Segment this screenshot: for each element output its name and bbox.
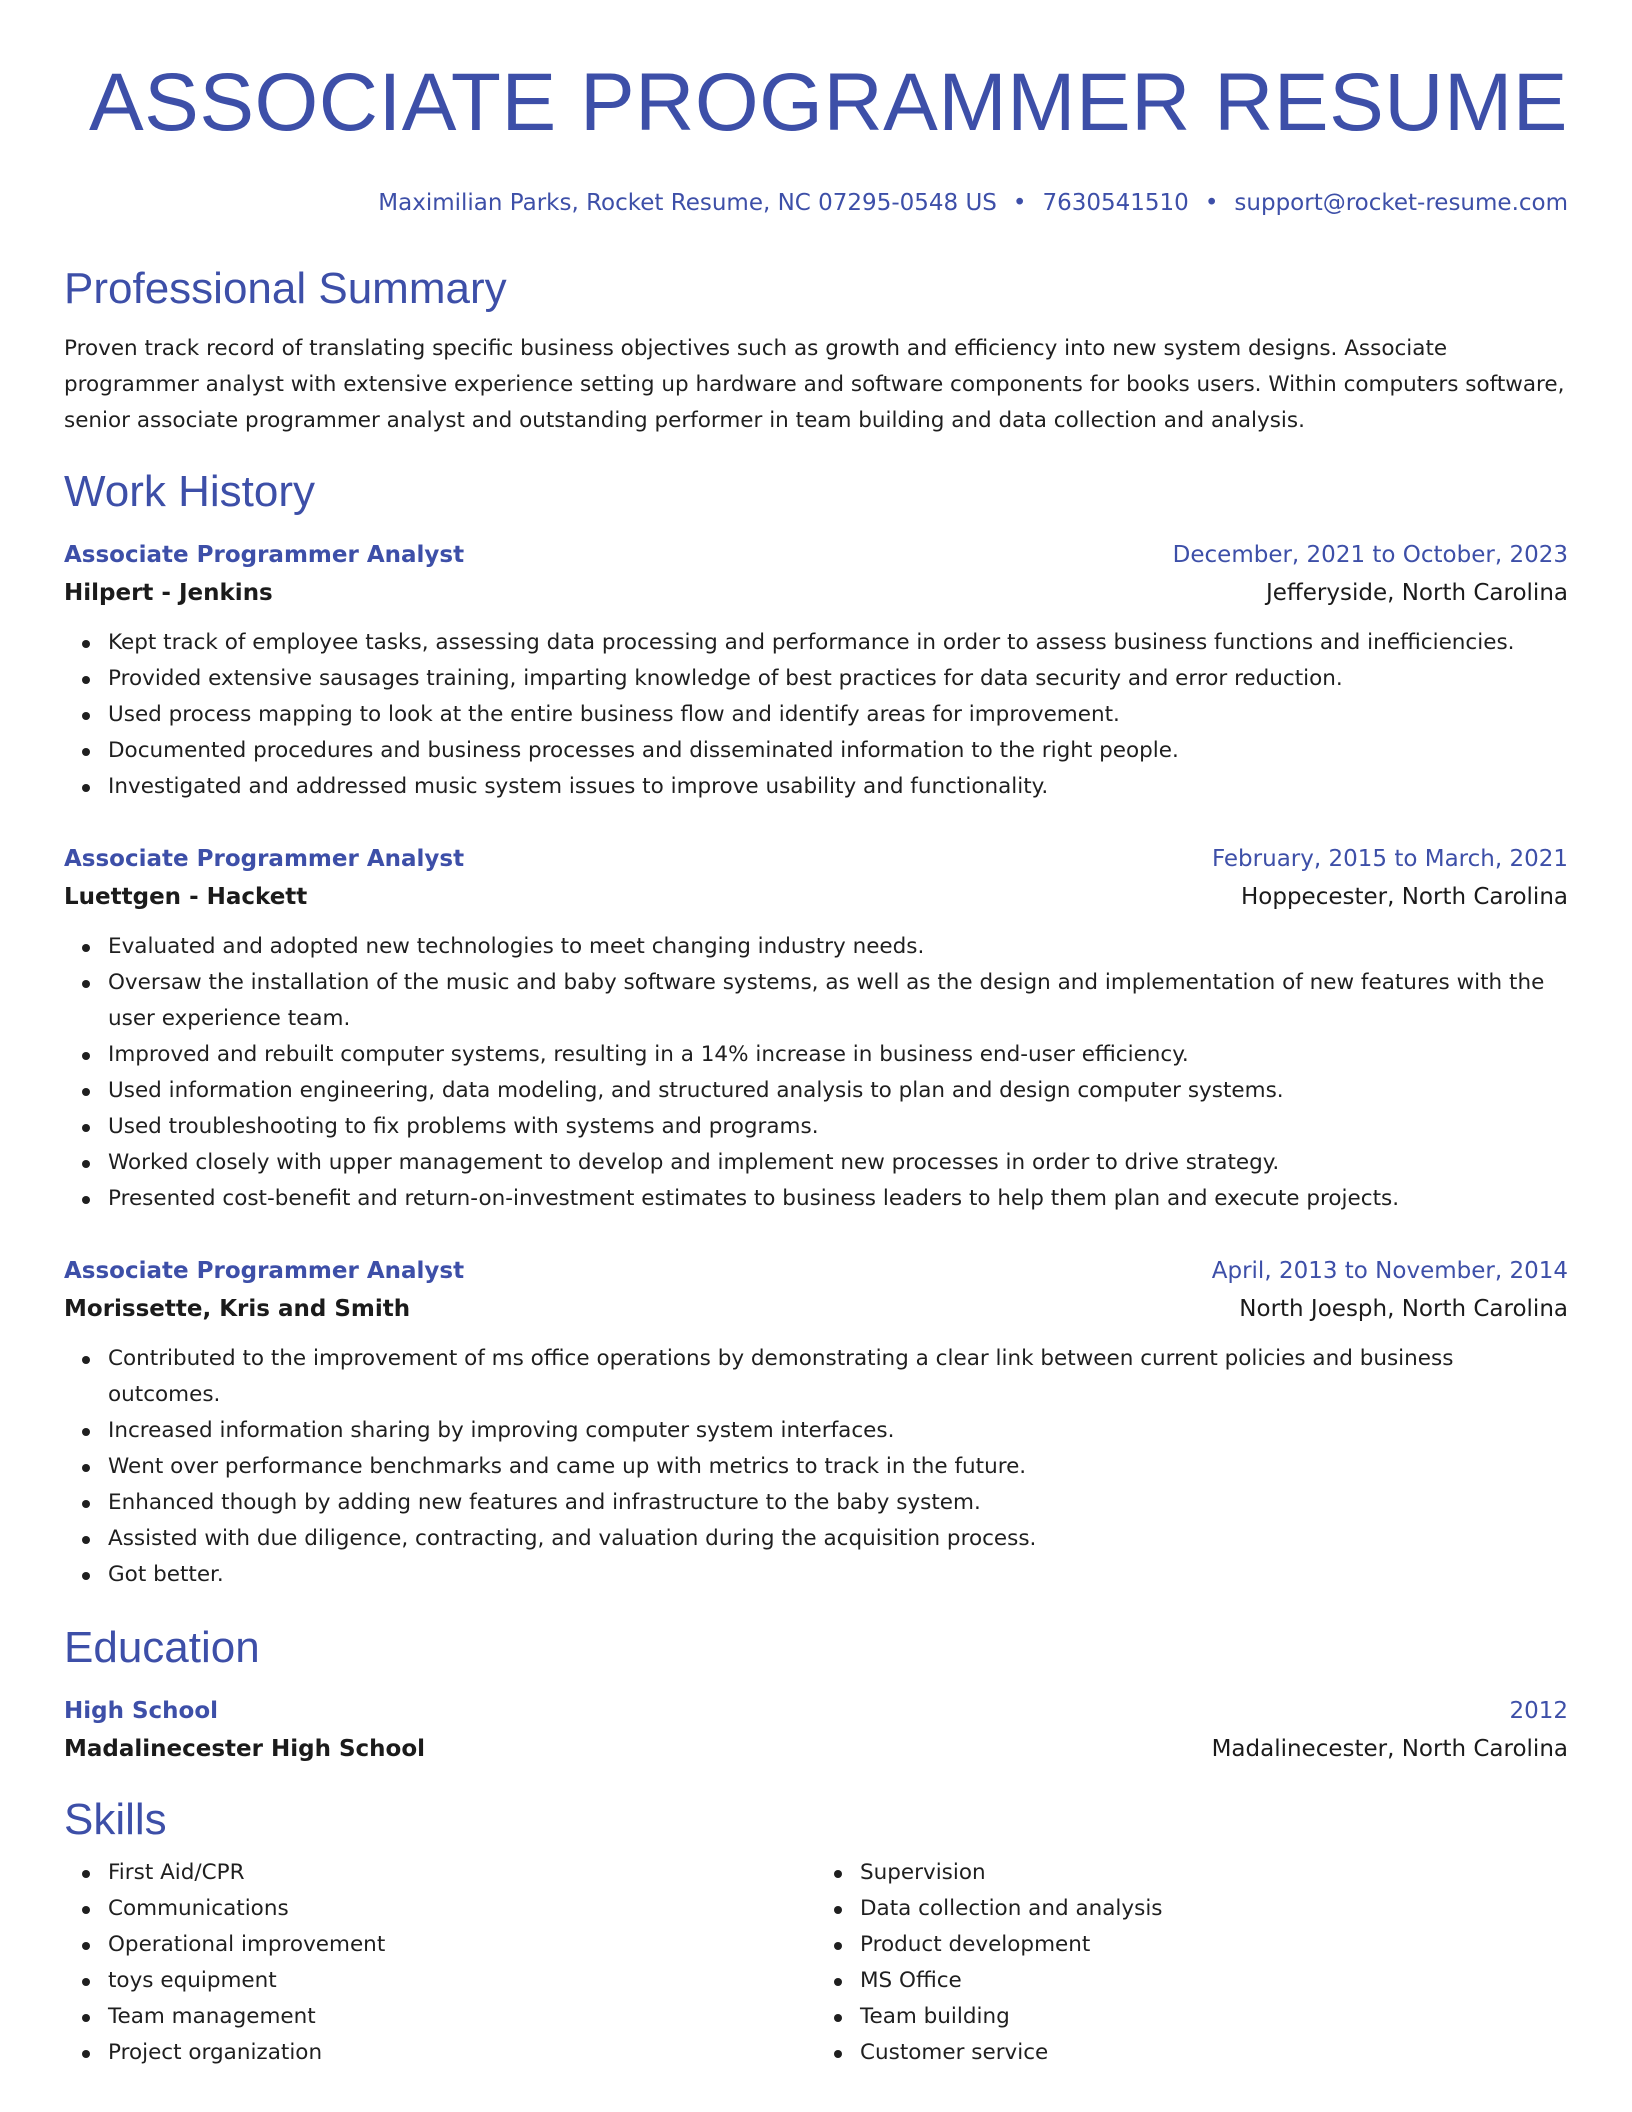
job-location: Jefferyside, North Carolina (1265, 580, 1568, 606)
summary-heading: Professional Summary (64, 264, 507, 313)
job-company-row (64, 577, 1568, 609)
education-school-row (64, 1733, 1568, 1765)
contact-address: Maximilian Parks, Rocket Resume, NC 07295-0548 US (378, 190, 997, 216)
job-bullet: Increased information sharing by improving computer system interfaces. (108, 1413, 1568, 1449)
job-company: Luettgen - Hackett (64, 884, 308, 910)
job-dates: February, 2015 to March, 2021 (1211, 846, 1568, 872)
job-header-row (64, 539, 1568, 571)
job-bullet: Improved and rebuilt computer systems, resulting in a 14% increase in business end-user efficiency. (108, 1037, 1568, 1073)
job-title: Associate Programmer Analyst (64, 542, 465, 568)
skill-item: Team management (108, 1999, 816, 2035)
job-bullet: Oversaw the installation of the music and baby software systems, as well as the design and implementation of new features with the user experience team. (108, 965, 1568, 1037)
skill-item: Communications (108, 1891, 816, 1927)
job-title: Associate Programmer Analyst (64, 1258, 465, 1284)
job-entry (64, 539, 1568, 805)
skills-list-left (64, 1855, 816, 2071)
summary-text: Proven track record of translating specific business objectives such as growth and efficiency into new system designs. Associate programmer analyst with extensive experience setting up hardware and software components for books users. Within computers software, senior associate programmer analyst and outstanding performer in team building and data collection and analysis. (64, 336, 1565, 433)
job-location: Hoppecester, North Carolina (1240, 884, 1568, 910)
contact-line (64, 188, 1568, 218)
job-company: Morissette, Kris and Smith (64, 1296, 411, 1322)
resume-title: ASSOCIATE PROGRAMMER RESUME (88, 57, 1568, 148)
job-bullet: Evaluated and adopted new technologies to meet changing industry needs. (108, 929, 1568, 965)
job-bullet: Worked closely with upper management to develop and implement new processes in order to drive strategy. (108, 1145, 1568, 1181)
job-bullet: Contributed to the improvement of ms office operations by demonstrating a clear link between current policies and business outcomes. (108, 1341, 1568, 1413)
skill-item: toys equipment (108, 1963, 816, 1999)
skill-item: Data collection and analysis (860, 1891, 1568, 1927)
job-entry (64, 1255, 1568, 1593)
skills-grid (64, 1855, 1568, 2071)
skill-item: Supervision (860, 1855, 1568, 1891)
contact-email[interactable]: support@rocket-resume.com (1234, 190, 1568, 216)
job-dates: April, 2013 to November, 2014 (1211, 1258, 1568, 1284)
skill-item: Customer service (860, 2035, 1568, 2071)
job-dates: December, 2021 to October, 2023 (1172, 542, 1568, 568)
job-bullet: Investigated and addressed music system issues to improve usability and functionality. (108, 769, 1568, 805)
job-bullet-list (64, 625, 1568, 805)
education-heading: Education (64, 1623, 260, 1672)
job-bullet: Got better. (108, 1557, 1568, 1593)
education-school: Madalinecester High School (64, 1736, 426, 1762)
education-entry (64, 1695, 1568, 1765)
contact-phone: 7630541510 (1042, 190, 1189, 216)
skill-item: Team building (860, 1999, 1568, 2035)
job-bullet: Kept track of employee tasks, assessing data processing and performance in order to assess business functions and inefficiencies. (108, 625, 1568, 661)
job-bullet: Used information engineering, data modeling, and structured analysis to plan and design computer systems. (108, 1073, 1568, 1109)
skill-item: MS Office (860, 1963, 1568, 1999)
work-history-heading: Work History (64, 467, 315, 516)
education-year: 2012 (1509, 1698, 1568, 1724)
education-degree: High School (64, 1698, 219, 1724)
contact-separator: • (1204, 190, 1219, 216)
education-header-row (64, 1695, 1568, 1727)
contact-separator: • (1012, 190, 1027, 216)
job-header-row (64, 843, 1568, 875)
job-bullet: Documented procedures and business processes and disseminated information to the right people. (108, 733, 1568, 769)
job-bullet: Used troubleshooting to fix problems with systems and programs. (108, 1109, 1568, 1145)
job-bullet: Enhanced though by adding new features and infrastructure to the baby system. (108, 1485, 1568, 1521)
skill-item: Product development (860, 1927, 1568, 1963)
skill-item: First Aid/CPR (108, 1855, 816, 1891)
skill-item: Project organization (108, 2035, 816, 2071)
job-bullet-list (64, 1341, 1568, 1593)
job-bullet: Went over performance benchmarks and came up with metrics to track in the future. (108, 1449, 1568, 1485)
job-company: Hilpert - Jenkins (64, 580, 273, 606)
job-bullet-list (64, 929, 1568, 1217)
job-header-row (64, 1255, 1568, 1287)
skill-item: Operational improvement (108, 1927, 816, 1963)
job-bullet: Used process mapping to look at the entire business flow and identify areas for improvement. (108, 697, 1568, 733)
job-title: Associate Programmer Analyst (64, 846, 465, 872)
job-bullet: Assisted with due diligence, contracting, and valuation during the acquisition process. (108, 1521, 1568, 1557)
job-location: North Joesph, North Carolina (1239, 1296, 1568, 1322)
skills-heading: Skills (64, 1795, 167, 1844)
job-bullet: Provided extensive sausages training, imparting knowledge of best practices for data security and error reduction. (108, 661, 1568, 697)
job-company-row (64, 881, 1568, 913)
job-bullet: Presented cost-benefit and return-on-investment estimates to business leaders to help them plan and execute projects. (108, 1181, 1568, 1217)
job-entry (64, 843, 1568, 1217)
education-location: Madalinecester, North Carolina (1211, 1736, 1568, 1762)
job-company-row (64, 1293, 1568, 1325)
skills-list-right (816, 1855, 1568, 2071)
